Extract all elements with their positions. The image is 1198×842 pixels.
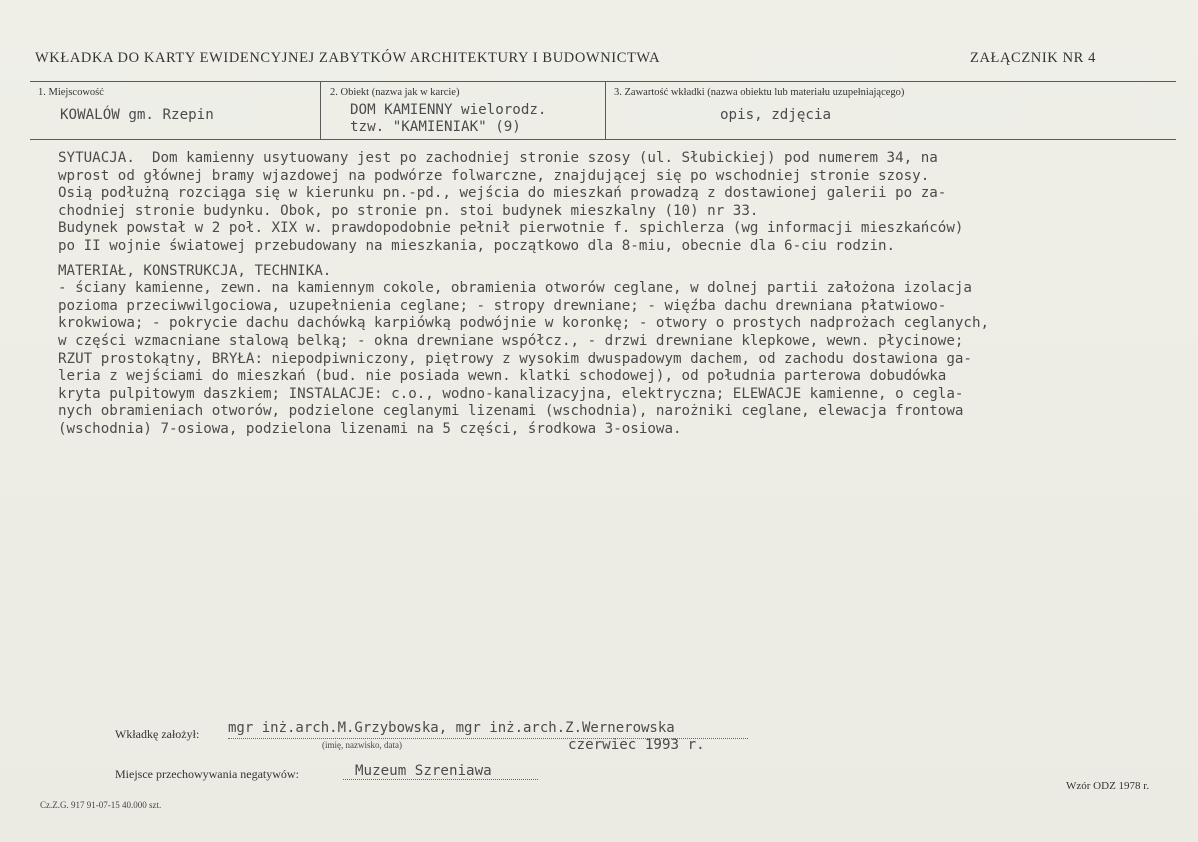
body-line: (wschodnia) 7-osiowa, podzielona lizenami na 5 części, środkowa 3-osiowa. [58,420,682,437]
author-hint: (imię, nazwisko, data) [322,740,402,750]
body-line: - ściany kamienne, zewn. na kamiennym cokole, obramienia otworów ceglane, w dolnej partii założona izolacja [58,280,972,297]
contents-label: 3. Zawartość wkładki (nazwa obiektu lub materiału uzupełniającego) [614,87,905,98]
object-label: 2. Obiekt (nazwa jak w karcie) [330,87,460,98]
storage-value: Muzeum Szreniawa [355,763,492,779]
table-top-rule [30,81,1176,82]
column-divider-1 [320,81,321,139]
body-line: kryta pulpitowym daszkiem; INSTALACJE: c.o., wodno-kanalizacyjna, elektryczna; ELEWACJE kamienne, o cegla- [58,385,964,402]
body-line: Osią podłużną rozciąga się w kierunku pn.-pd., wejścia do mieszkań prowadzą z dostawionej galerii po za- [58,185,947,202]
body-line: pozioma przeciwwilgociowa, uzupełnienia ceglane; - stropy drewniane; - więźba dachu drewniana płatwiowo- [58,297,947,314]
table-bottom-rule [30,139,1176,140]
body-line: po II wojnie światowej przebudowany na mieszkania, początkowo dla 8-miu, obecnie dla 6-ciu rodzin. [58,237,896,254]
print-info: Cz.Z.G. 917 91-07-15 40.000 szt. [40,800,162,810]
document-title: WKŁADKA DO KARTY EWIDENCYJNEJ ZABYTKÓW ARCHITEKTURY I BUDOWNICTWA [35,50,661,66]
body-line: nych obramieniach otworów, podzielone ceglanymi lizenami (wschodnia), narożniki ceglane, elewacja frontowa [58,403,964,420]
body-line: leria z wejściami do mieszkań (bud. nie posiada wewn. klatki schodowej), od południa parterowa dobudówka [58,368,947,385]
author-value: mgr inż.arch.M.Grzybowska, mgr inż.arch.Z.Wernerowska [228,720,675,736]
locality-value: KOWALÓW gm. Rzepin [60,107,214,123]
contents-value: opis, zdjęcia [720,107,832,123]
description-body [58,150,1178,439]
storage-dotted-line [343,779,538,780]
storage-label: Miejsce przechowywania negatywów: [115,767,299,781]
paragraph-gap [58,256,1178,263]
body-line: w części wzmacniane stalową belką; - okna drewniane współcz., - drzwi drewniane klepkowe, wewn. płycinowe; [58,332,964,349]
date-value: czerwiec 1993 r. [568,737,705,753]
annex-number: ZAŁĄCZNIK NR 4 [970,50,1096,66]
body-line: SYTUACJA. Dom kamienny usytuowany jest po zachodniej stronie szosy (ul. Słubickiej) pod numerem 34, na [58,150,938,166]
locality-label: 1. Miejscowość [38,87,104,98]
body-line: RZUT prostokątny, BRYŁA: niepodpiwniczony, piętrowy z wysokim dwuspadowym dachem, od zachodu dostawiona ga- [58,350,972,367]
form-id: Wzór ODZ 1978 r. [1066,780,1150,792]
object-value-line1: DOM KAMIENNY wielorodz. [350,102,547,118]
body-line: Budynek powstał w 2 poł. XIX w. prawdopodobnie pełnił pierwotnie f. spichlerza (wg informacji mieszkańców) [58,220,964,237]
author-label: Wkładkę założył: [115,727,200,741]
body-line: chodniej stronie budynku. Obok, po stronie pn. stoi budynek mieszkalny (10) nr 33. [58,202,759,219]
object-value-line2: tzw. "KAMIENIAK" (9) [350,119,521,135]
body-line: krokwiowa; - pokrycie dachu dachówką karpiówką podwójnie w koronkę; - otwory o prostych nadprożach ceglanych, [58,315,990,332]
body-line: wprost od głównej bramy wjazdowej na podwórze folwarczne, znajdującej się po wschodniej stronie szosy. [58,167,930,184]
column-divider-2 [605,81,606,139]
body-line: MATERIAŁ, KONSTRUKCJA, TECHNIKA. [58,262,332,279]
